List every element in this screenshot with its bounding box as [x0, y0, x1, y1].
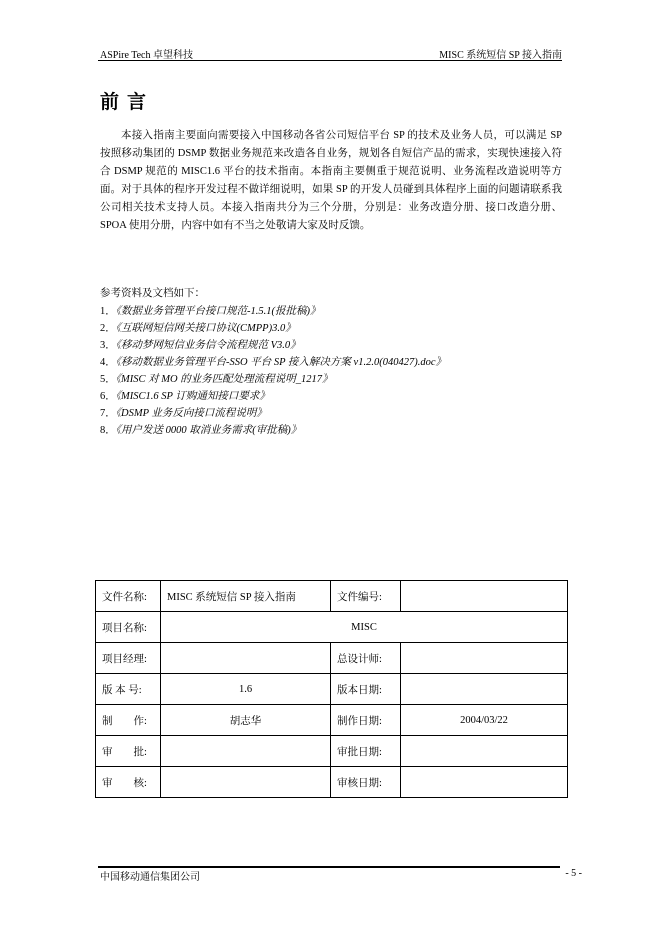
project-manager-value [161, 643, 331, 674]
header-rule [98, 60, 562, 61]
doc-number-value [401, 581, 568, 612]
references-title: 参考资料及文档如下： [100, 288, 205, 299]
document-info-table [95, 580, 568, 798]
approve-date-label: 审批日期: [331, 736, 401, 767]
references-list [100, 303, 446, 439]
reviewer-label: 审 核: [96, 767, 161, 798]
doc-number-label: 文件编号: [331, 581, 401, 612]
review-date-label: 审核日期: [331, 767, 401, 798]
doc-name-value: MISC 系统短信 SP 接入指南 [161, 581, 331, 612]
project-name-value: MISC [161, 612, 568, 643]
approver-label: 审 批: [96, 736, 161, 767]
author-date-value: 2004/03/22 [401, 705, 568, 736]
reference-item: 2．《互联网短信网关接口协议(CMPP)3.0》 [100, 323, 296, 334]
version-label: 版 本 号: [96, 674, 161, 705]
intro-paragraph: 本接入指南主要面向需要接入中国移动各省公司短信平台 SP 的技术及业务人员，可以满足 SP 按照移动集团的 DSMP 数据业务规范来改造各自业务，规划各自短信产品的需求，实现快速接入符合 DSMP 规范的 MISC1.6 平台的技术指南。本指南主要侧重于规范说明、业务流程改造说明等方面。对于具体的程序开发过程不做详细说明，如果 SP 的开发人员碰到具体程序上面的问题请联系我公司相关技术支持人员。本接入指南共分为三个分册，分别是：业务改造分册、接口改造分册、SPOA 使用分册，内容中如有不当之处敬请大家及时反馈。 [100, 130, 562, 231]
table-row [96, 581, 568, 612]
reference-item: 4．《移动数据业务管理平台-SSO 平台 SP 接入解决方案 v1.2.0(040427).doc》 [100, 357, 446, 368]
table-row [96, 643, 568, 674]
review-date-value [401, 767, 568, 798]
reference-item: 1．《数据业务管理平台接口规范-1.5.1(报批稿)》 [100, 306, 321, 317]
chief-designer-value [401, 643, 568, 674]
page-number: - 5 - [565, 868, 582, 879]
doc-name-label: 文件名称: [96, 581, 161, 612]
approver-value [161, 736, 331, 767]
header-doc-title: MISC 系统短信 SP 接入指南 [439, 50, 562, 61]
chief-designer-label: 总设计师: [331, 643, 401, 674]
reference-item: 5．《MISC 对 MO 的业务匹配处理流程说明_1217》 [100, 374, 333, 385]
author-date-label: 制作日期: [331, 705, 401, 736]
author-label: 制 作: [96, 705, 161, 736]
version-date-value [401, 674, 568, 705]
table-row [96, 674, 568, 705]
page-title: 前言 [100, 92, 155, 113]
project-manager-label: 项目经理: [96, 643, 161, 674]
table-row [96, 736, 568, 767]
version-date-label: 版本日期: [331, 674, 401, 705]
table-row [96, 767, 568, 798]
reviewer-value [161, 767, 331, 798]
approve-date-value [401, 736, 568, 767]
table-row [96, 612, 568, 643]
project-name-label: 项目名称: [96, 612, 161, 643]
footer-organization: 中国移动通信集团公司 [100, 872, 200, 883]
table-row [96, 705, 568, 736]
header-company: ASPire Tech 卓望科技 [100, 50, 193, 61]
reference-item: 8．《用户发送 0000 取消业务需求(审批稿)》 [100, 425, 302, 436]
version-value: 1.6 [161, 674, 331, 705]
author-value: 胡志华 [161, 705, 331, 736]
reference-item: 6．《MISC1.6 SP 订购通知接口要求》 [100, 391, 270, 402]
reference-item: 7．《DSMP 业务反向接口流程说明》 [100, 408, 267, 419]
reference-item: 3．《移动梦网短信业务信令流程规范 V3.0》 [100, 340, 301, 351]
